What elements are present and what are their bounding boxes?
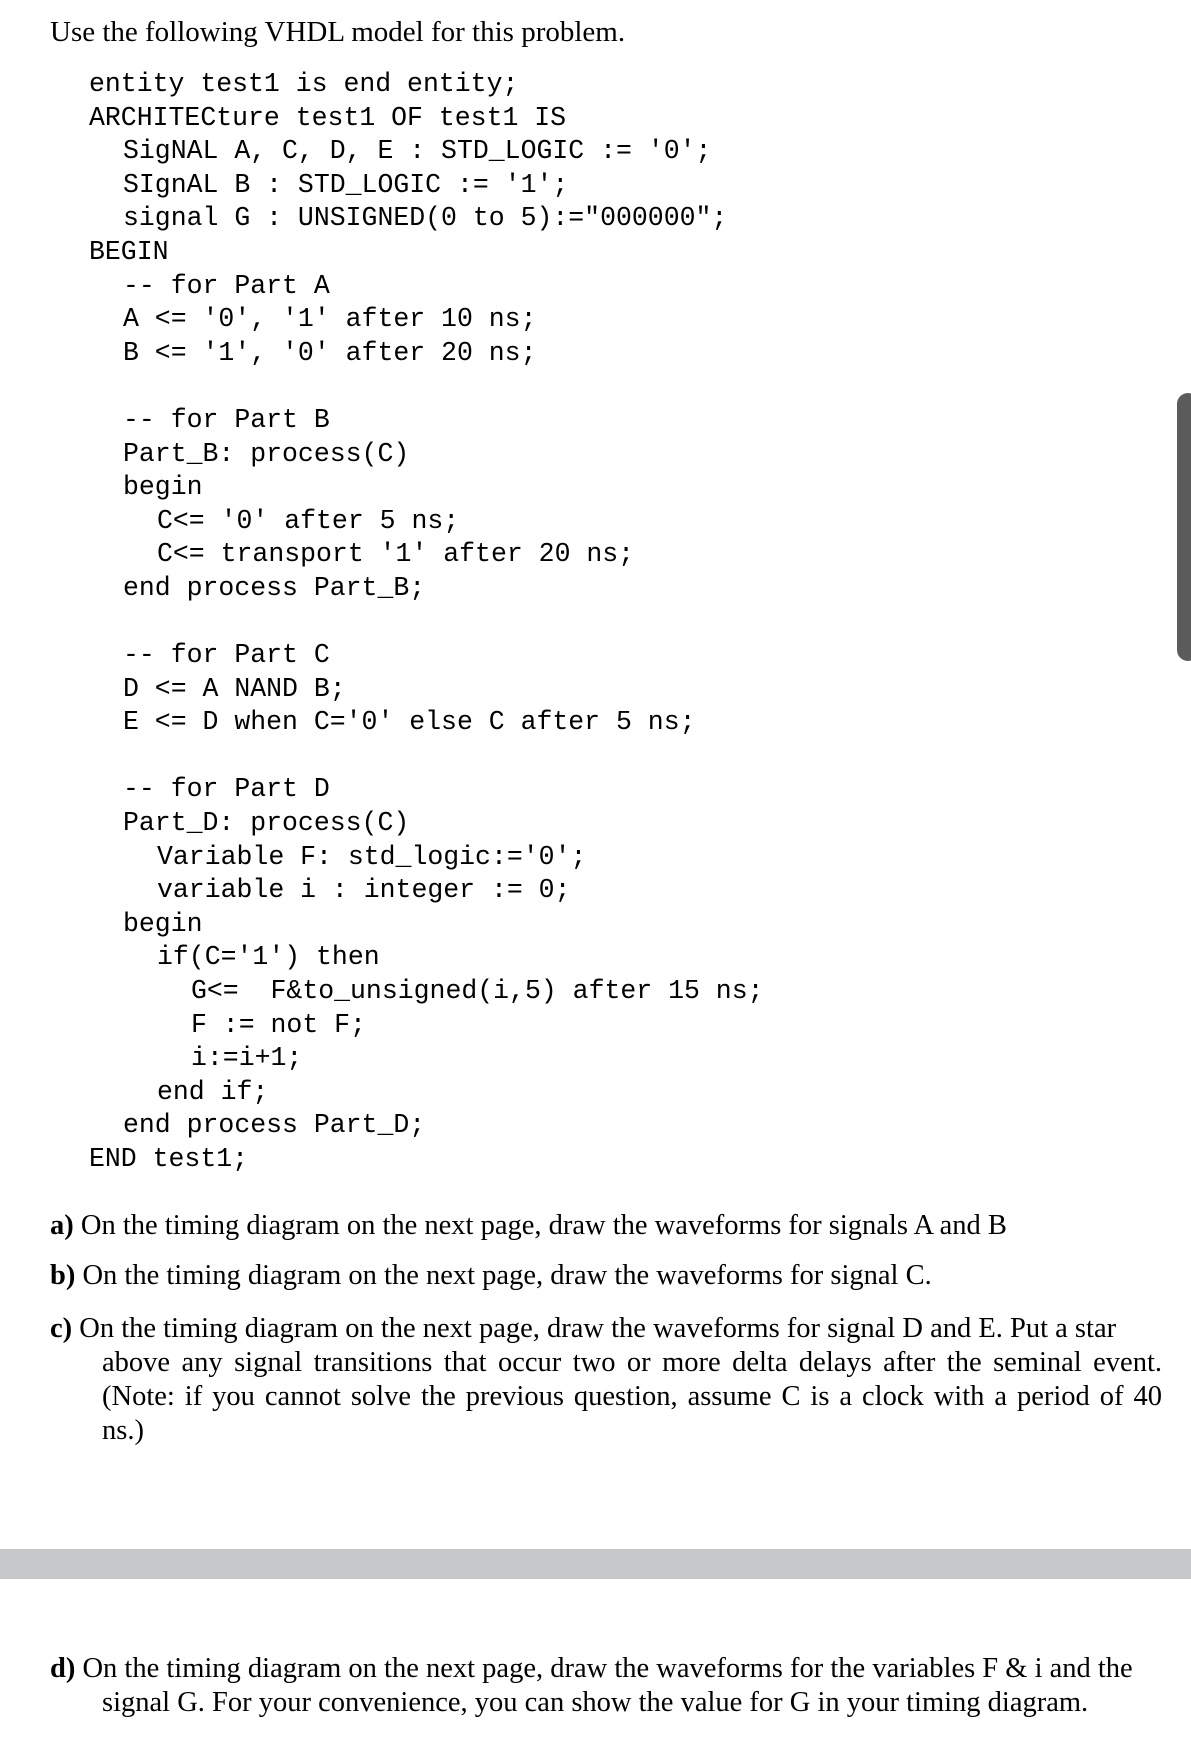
question-d <box>50 1652 1162 1720</box>
code-line: -- for Part A <box>123 270 330 301</box>
question-c <box>50 1312 1162 1448</box>
question-c-label: c) <box>50 1313 73 1344</box>
code-line: begin <box>123 472 203 503</box>
code-line: Variable F: std_logic:='0'; <box>157 841 587 872</box>
code-line: G<= F&to_unsigned(i,5) after 15 ns; <box>191 976 764 1007</box>
scrollbar-handle[interactable] <box>1177 393 1191 661</box>
question-d-text: On the timing diagram on the next page, draw the waveforms for the variables F & i and the <box>82 1653 1133 1684</box>
code-line: if(C='1') then <box>157 942 380 973</box>
code-line-blank <box>0 740 1191 774</box>
code-line: end process Part_D; <box>123 1110 426 1141</box>
code-line: A <= '0', '1' after 10 ns; <box>123 304 537 335</box>
code-line: Part_D: process(C) <box>123 808 410 839</box>
code-line: begin <box>123 908 203 939</box>
code-line: end if; <box>157 1076 269 1107</box>
question-a-text: On the timing diagram on the next page, draw the waveforms for signals A and B <box>80 1210 1007 1241</box>
code-line: B <= '1', '0' after 20 ns; <box>123 337 537 368</box>
code-line: BEGIN <box>89 236 169 267</box>
code-line: -- for Part C <box>123 640 330 671</box>
code-line: F := not F; <box>191 1009 366 1040</box>
code-line: D <= A NAND B; <box>123 673 346 704</box>
question-b-text: On the timing diagram on the next page, draw the waveforms for signal C. <box>82 1260 932 1291</box>
code-line: Part_B: process(C) <box>123 438 410 469</box>
code-line: signal G : UNSIGNED(0 to 5):="000000"; <box>123 203 728 234</box>
question-d-continuation: signal G. For your convenience, you can show the value for G in your timing diagram. <box>102 1687 1089 1718</box>
code-line: i:=i+1; <box>191 1043 303 1074</box>
code-line: SigNAL A, C, D, E : STD_LOGIC := '0'; <box>123 136 712 167</box>
code-line-blank <box>0 606 1191 640</box>
code-line: end process Part_B; <box>123 572 426 603</box>
question-a-label: a) <box>50 1210 74 1241</box>
code-line: E <= D when C='0' else C after 5 ns; <box>123 707 696 738</box>
question-b-label: b) <box>50 1260 76 1291</box>
code-line: C<= '0' after 5 ns; <box>157 505 460 536</box>
question-c-text: On the timing diagram on the next page, draw the waveforms for signal D and E. Put a star <box>79 1313 1117 1344</box>
question-b <box>50 1259 1162 1293</box>
vhdl-code-block <box>0 68 1191 1177</box>
code-line: END test1; <box>89 1144 249 1174</box>
code-line: ARCHITECture test1 OF test1 IS <box>89 102 567 133</box>
question-d-label: d) <box>50 1653 76 1684</box>
code-line: SIgnAL B : STD_LOGIC := '1'; <box>123 169 569 200</box>
code-line-blank <box>0 370 1191 404</box>
question-a <box>50 1209 1162 1243</box>
code-line: C<= transport '1' after 20 ns; <box>157 539 635 570</box>
page-divider <box>0 1549 1191 1579</box>
question-c-continuation: above any signal transitions that occur two or more delta delays after the seminal event. (Note: if you cannot solve the previous question, assume C is a clock with a period of 40 ns.) <box>102 1347 1162 1446</box>
code-line: entity test1 is end entity; <box>89 69 519 99</box>
problem-intro: Use the following VHDL model for this problem. <box>50 16 626 48</box>
code-line: variable i : integer := 0; <box>157 875 571 906</box>
code-line: -- for Part B <box>123 404 330 435</box>
code-line: -- for Part D <box>123 774 330 805</box>
